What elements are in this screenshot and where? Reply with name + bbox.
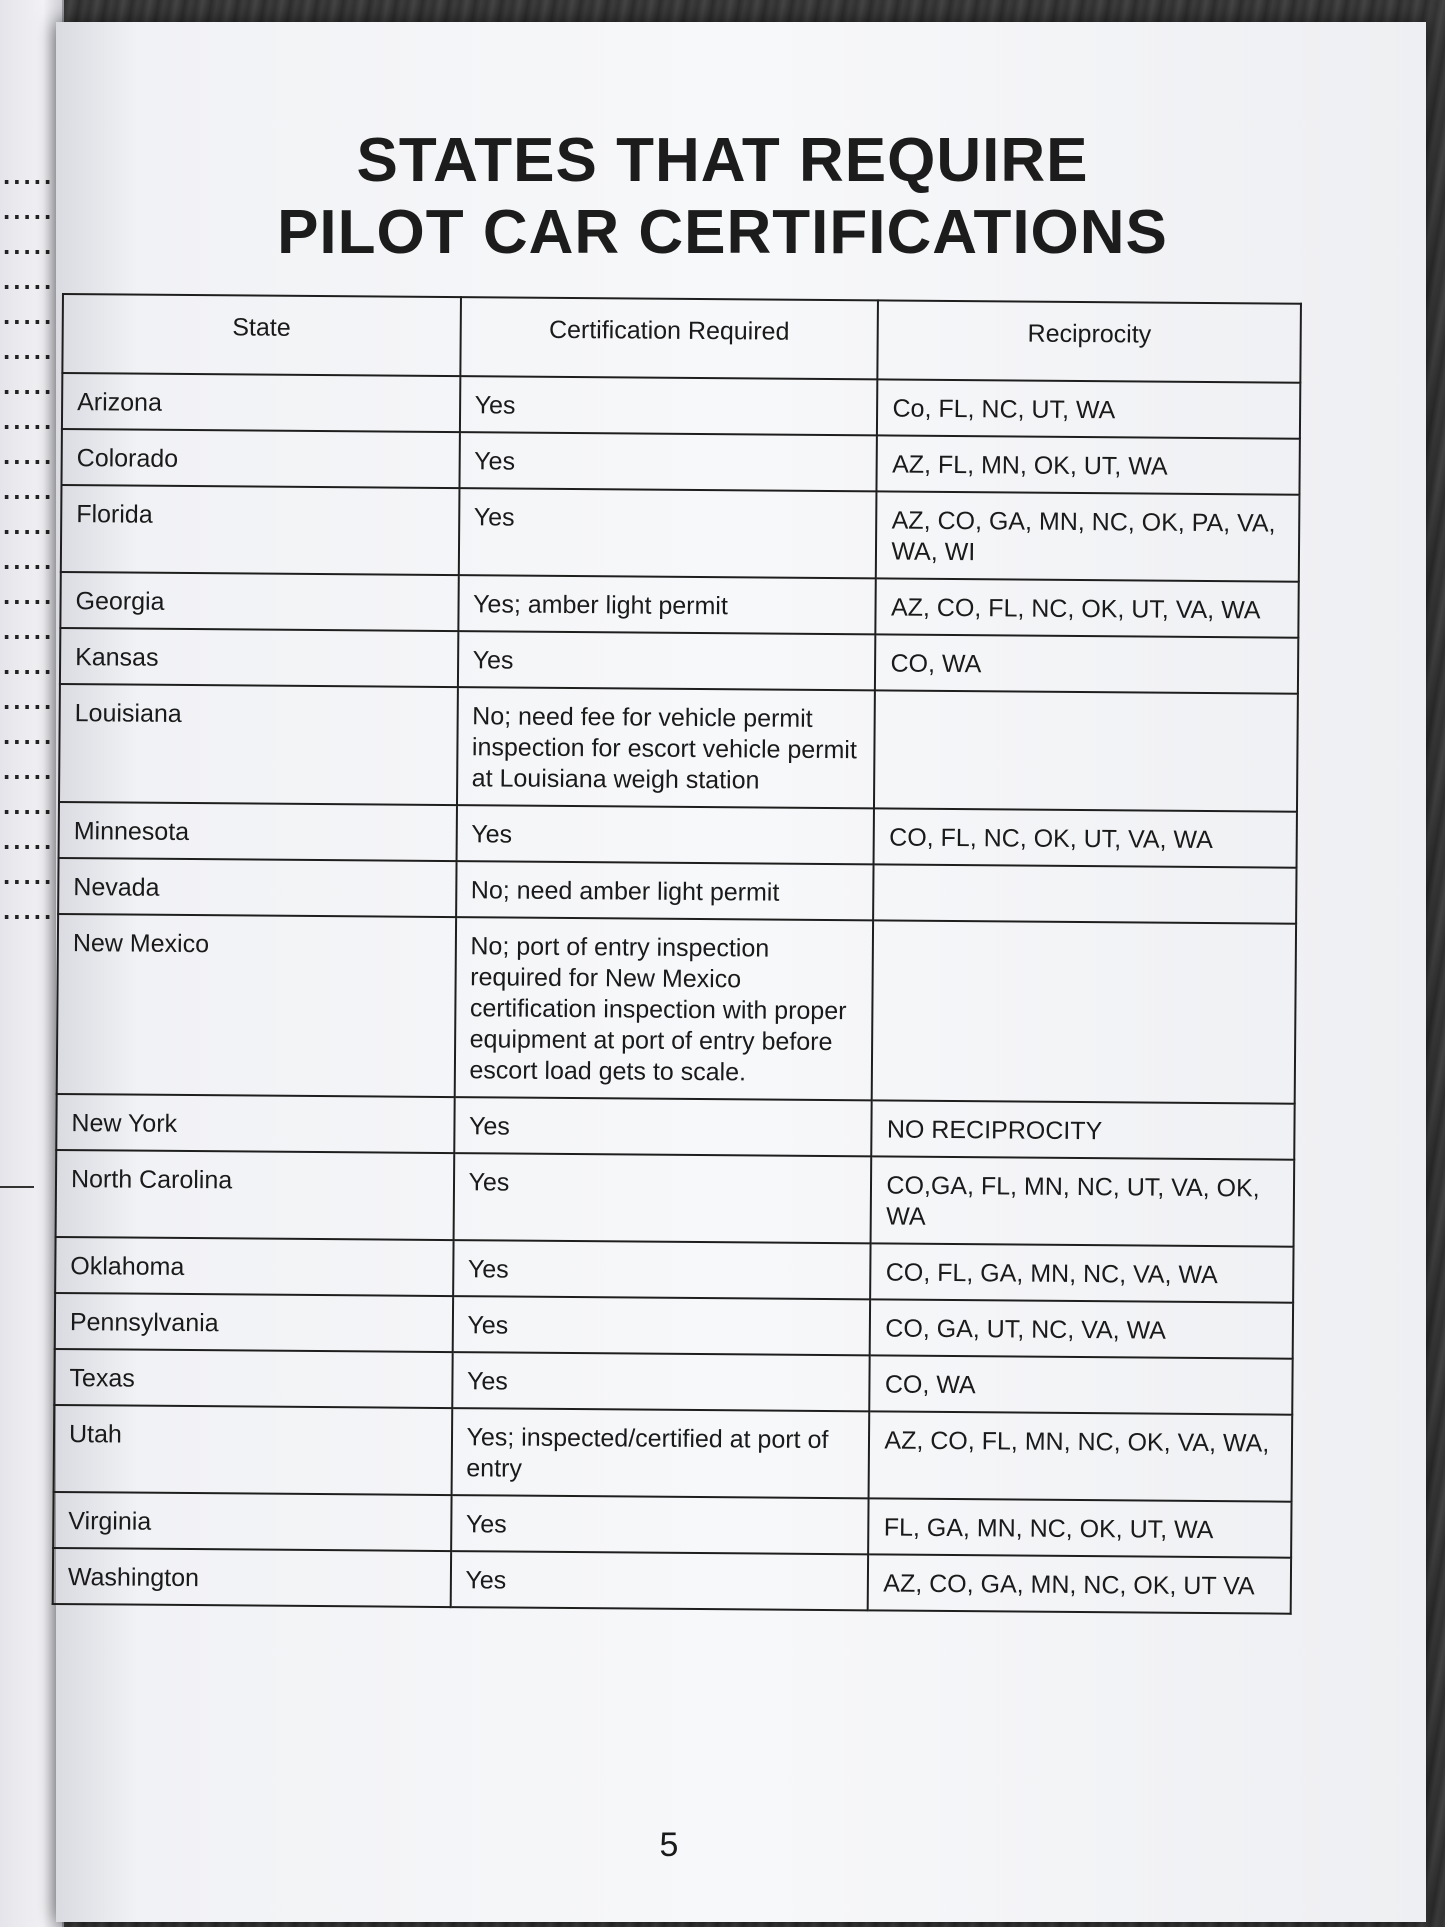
cell-state: New York xyxy=(56,1094,454,1153)
table-row xyxy=(60,572,1298,638)
cell-state: North Carolina xyxy=(56,1150,454,1240)
cell-reciprocity xyxy=(874,690,1297,811)
cell-state: Oklahoma xyxy=(55,1237,453,1296)
cell-reciprocity: Co, FL, NC, UT, WA xyxy=(877,379,1300,438)
cell-certification: Yes xyxy=(452,1352,870,1411)
cell-state: Kansas xyxy=(60,628,458,687)
cell-reciprocity: CO, WA xyxy=(875,634,1298,693)
header-state: State xyxy=(62,294,460,376)
cell-certification: No; need amber light permit xyxy=(456,861,874,920)
cell-reciprocity: CO, FL, GA, MN, NC, VA, WA xyxy=(871,1243,1294,1302)
cell-state: Utah xyxy=(54,1405,452,1495)
cell-state: Arizona xyxy=(62,373,460,432)
cell-certification: Yes; inspected/certified at port of entry xyxy=(451,1408,870,1498)
table-row xyxy=(61,485,1300,582)
cell-reciprocity: AZ, CO, GA, MN, NC, OK, UT VA xyxy=(868,1554,1291,1613)
cell-reciprocity xyxy=(872,920,1296,1103)
cell-certification: No; need fee for vehicle permit inspection for escort vehicle permit at Louisiana weigh station xyxy=(457,687,876,808)
table-row xyxy=(59,802,1297,868)
cell-certification: Yes xyxy=(456,805,874,864)
cell-reciprocity: CO,GA, FL, MN, NC, UT, VA, OK, WA xyxy=(871,1156,1294,1246)
table-row xyxy=(55,1293,1293,1359)
cell-reciprocity: FL, GA, MN, NC, OK, UT, WA xyxy=(869,1498,1292,1557)
page-number: 5 xyxy=(659,1826,679,1864)
cell-state: Minnesota xyxy=(59,802,457,861)
table-row xyxy=(54,1405,1293,1502)
cell-state: Colorado xyxy=(61,429,459,488)
cell-reciprocity xyxy=(874,864,1297,923)
previous-page-rule xyxy=(0,1186,34,1188)
cell-certification: Yes xyxy=(458,488,877,578)
title-line-2: PILOT CAR CERTIFICATIONS xyxy=(277,198,1168,267)
cell-certification: Yes xyxy=(453,1153,872,1243)
table-body xyxy=(53,373,1301,1614)
title-line-1: STATES THAT REQUIRE xyxy=(356,126,1089,195)
table-row xyxy=(57,914,1296,1104)
cell-reciprocity: CO, FL, NC, OK, UT, VA, WA xyxy=(874,808,1297,867)
header-certification-required: Certification Required xyxy=(460,297,879,379)
cell-certification: Yes xyxy=(454,1097,872,1156)
table-row xyxy=(61,429,1299,495)
table-row xyxy=(62,373,1300,439)
cell-state: Louisiana xyxy=(59,684,457,805)
cell-state: Virginia xyxy=(53,1492,451,1551)
cell-certification: Yes xyxy=(451,1495,869,1554)
table-row xyxy=(56,1094,1294,1160)
cell-reciprocity: CO, WA xyxy=(870,1355,1293,1414)
cell-reciprocity: AZ, CO, GA, MN, NC, OK, PA, VA, WA, WI xyxy=(876,491,1299,581)
cell-reciprocity: NO RECIPROCITY xyxy=(872,1100,1295,1159)
previous-page-toc-leaders: ..... ..... ..... ..... ..... ..... ..... ..... ..... ..... ..... ..... ..... ..... ..... ..... ..... ..... ..... ..... ..... ..... xyxy=(0,165,52,925)
table-row xyxy=(53,1492,1291,1558)
cell-state: New Mexico xyxy=(57,914,456,1097)
certification-table xyxy=(52,293,1302,1615)
table-row xyxy=(59,684,1298,812)
cell-reciprocity: CO, GA, UT, NC, VA, WA xyxy=(870,1299,1293,1358)
table-row xyxy=(53,1548,1291,1614)
cell-state: Pennsylvania xyxy=(55,1293,453,1352)
table-row xyxy=(56,1150,1295,1247)
cell-reciprocity: AZ, CO, FL, MN, NC, OK, VA, WA, xyxy=(869,1411,1292,1501)
cell-state: Texas xyxy=(54,1349,452,1408)
cell-certification: Yes xyxy=(459,432,877,491)
cell-certification: Yes xyxy=(459,376,877,435)
cell-certification: Yes xyxy=(453,1240,871,1299)
cell-state: Washington xyxy=(53,1548,451,1607)
cell-state: Florida xyxy=(61,485,459,575)
table-header-row xyxy=(62,294,1301,383)
table-row xyxy=(55,1237,1293,1303)
table-row xyxy=(54,1349,1292,1415)
page-title xyxy=(0,125,1445,269)
cell-certification: Yes xyxy=(452,1296,870,1355)
cell-certification: Yes xyxy=(457,631,875,690)
cell-certification: Yes; amber light permit xyxy=(458,575,876,634)
cell-certification: Yes xyxy=(450,1551,868,1610)
cell-state: Georgia xyxy=(60,572,458,631)
cell-reciprocity: AZ, CO, FL, NC, OK, UT, VA, WA xyxy=(876,578,1299,637)
cell-certification: No; port of entry inspection required for New Mexico certification inspection with proper equipment at port of entry before escort load gets to scale. xyxy=(454,917,873,1100)
previous-page-edge xyxy=(0,0,64,1927)
header-reciprocity: Reciprocity xyxy=(878,300,1301,382)
table-row xyxy=(58,858,1296,924)
table-row xyxy=(60,628,1298,694)
cell-reciprocity: AZ, FL, MN, OK, UT, WA xyxy=(877,435,1300,494)
cell-state: Nevada xyxy=(58,858,456,917)
